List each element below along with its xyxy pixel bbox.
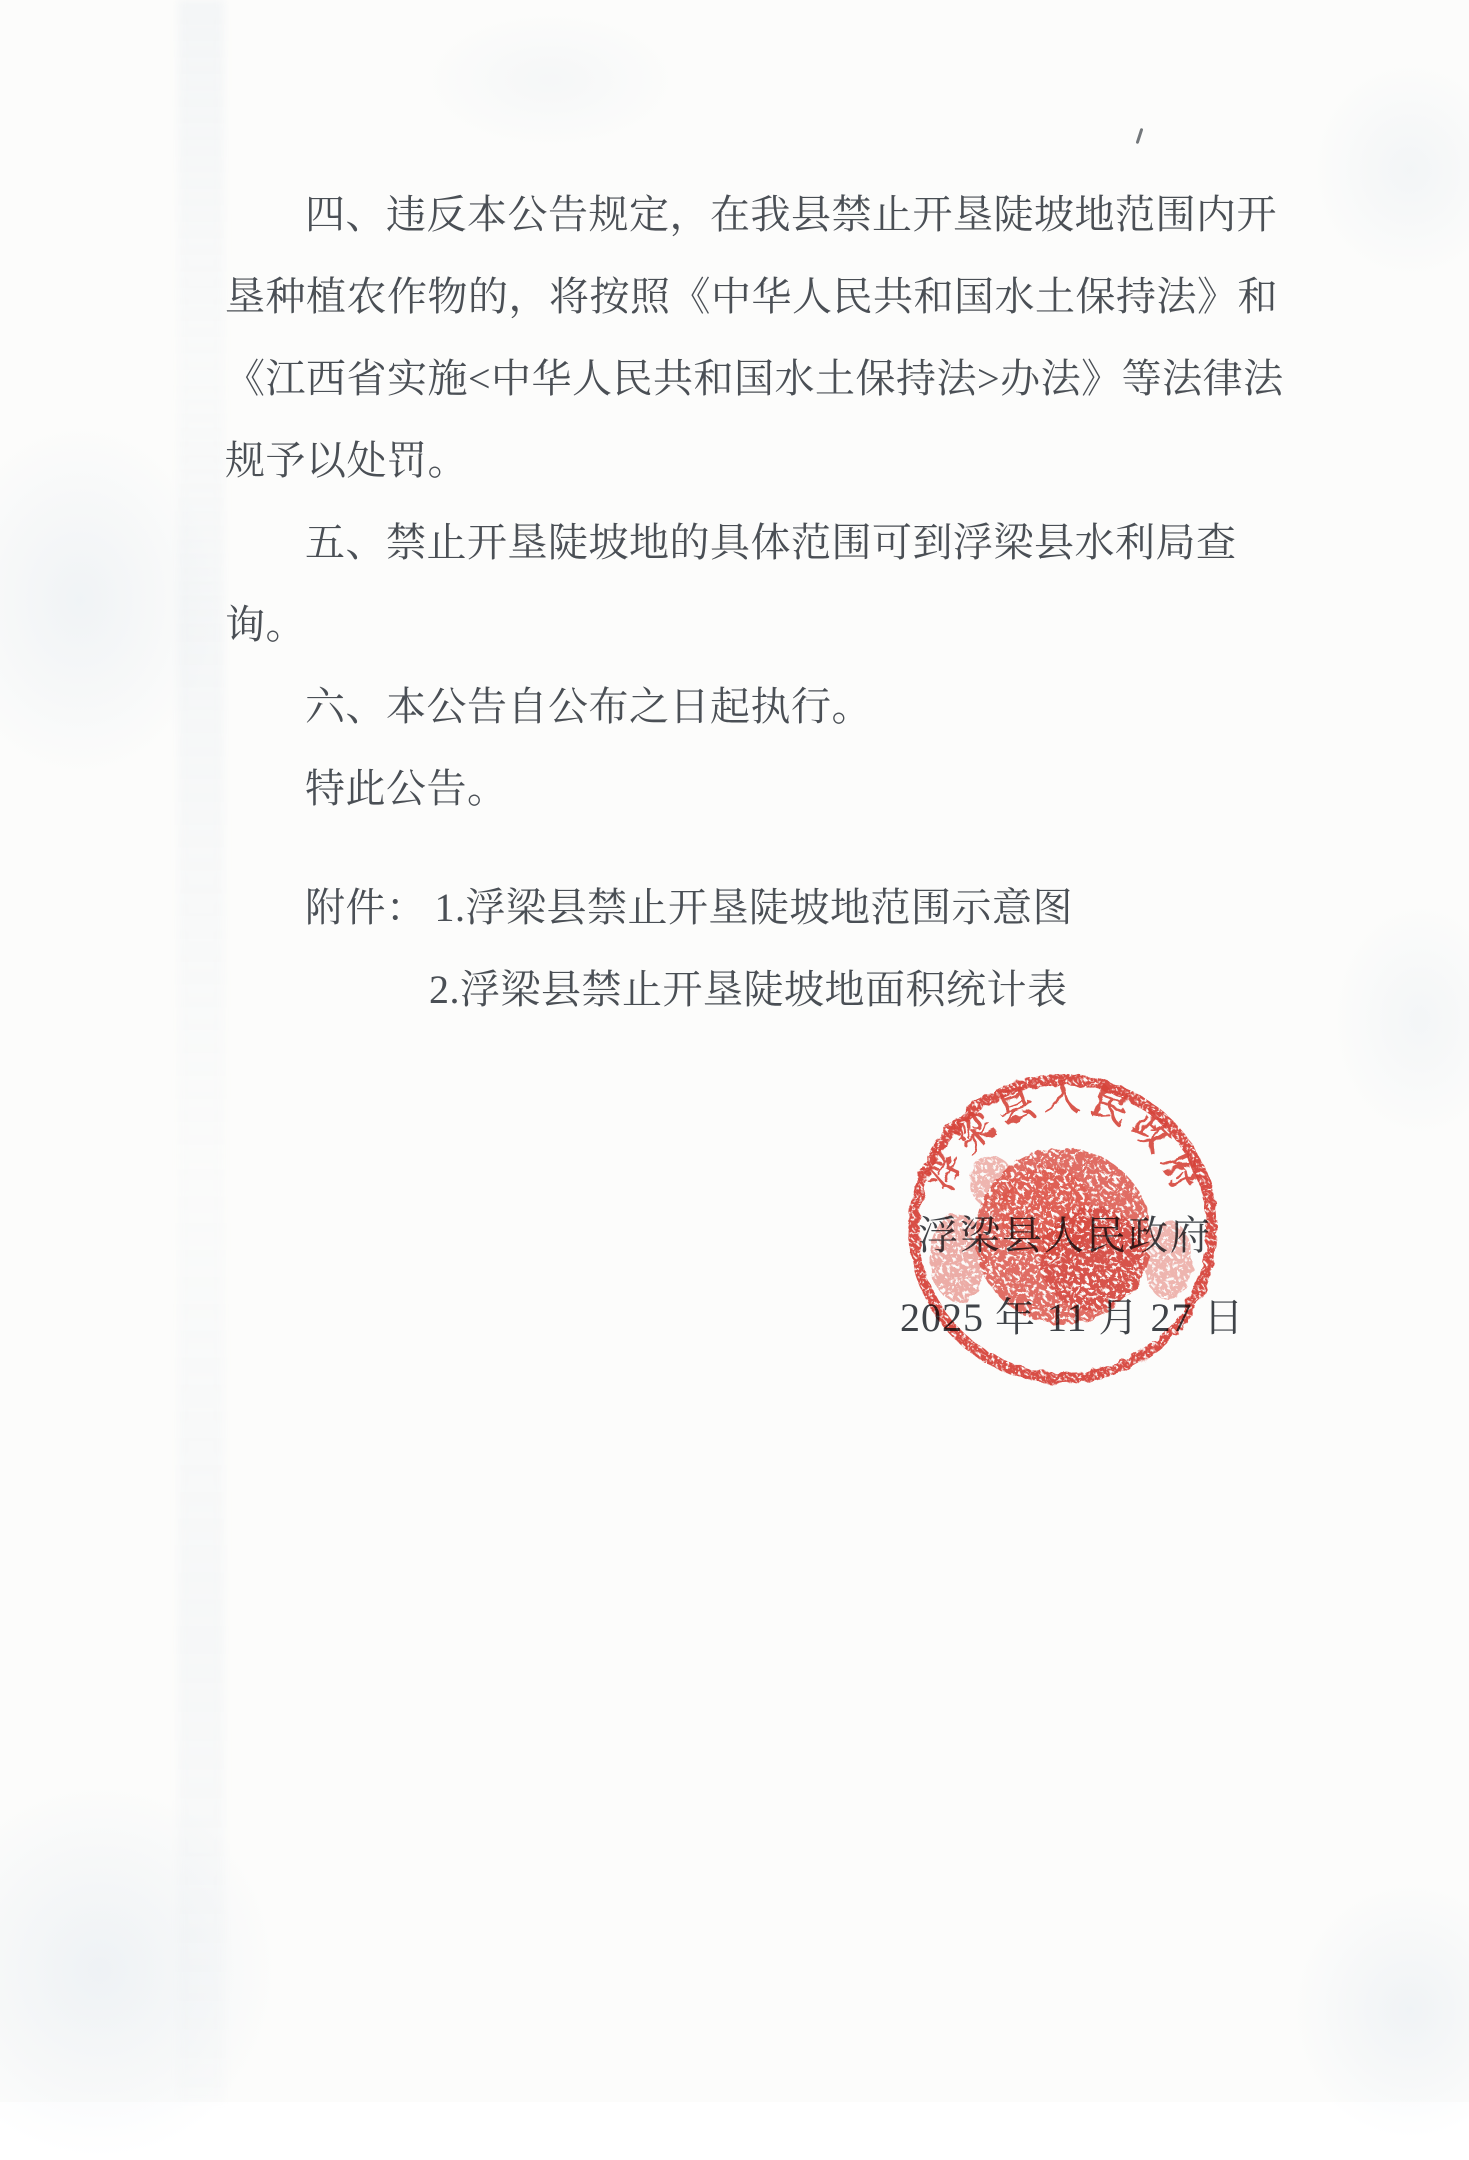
attachment-label: 附件： bbox=[305, 885, 427, 930]
scan-fold-streak bbox=[178, 0, 224, 2102]
scan-smudge bbox=[1310, 60, 1469, 280]
issue-date: 2025 年 11 月 27 日 bbox=[900, 1295, 1245, 1340]
body-line-1: 四、违反本公告规定，在我县禁止开垦陡坡地范围内开 bbox=[305, 192, 1277, 237]
issuer-signature: 浮梁县人民政府 bbox=[918, 1213, 1212, 1258]
body-line-5: 五、禁止开垦陡坡地的具体范围可到浮梁县水利局查 bbox=[305, 520, 1237, 565]
scan-smudge bbox=[0, 1780, 280, 2160]
attachment-item-1: 1.浮梁县禁止开垦陡坡地范围示意图 bbox=[434, 885, 1073, 930]
seal-arc-text: 浮梁县人民政府 bbox=[919, 1077, 1209, 1204]
body-line-3: 《江西省实施<中华人民共和国水土保持法>办法》等法律法 bbox=[225, 356, 1284, 401]
body-line-6: 询。 bbox=[225, 602, 306, 647]
attachment-item-2: 2.浮梁县禁止开垦陡坡地面积统计表 bbox=[429, 967, 1068, 1012]
body-line-7: 六、本公告自公布之日起执行。 bbox=[305, 684, 872, 729]
body-line-4: 规予以处罚。 bbox=[225, 438, 468, 483]
announcement-body bbox=[225, 174, 1284, 830]
body-line-2: 垦种植农作物的，将按照《中华人民共和国水土保持法》和 bbox=[225, 274, 1278, 319]
body-line-8: 特此公告。 bbox=[305, 766, 508, 811]
attachment-row-2 bbox=[305, 949, 1073, 1031]
attachment-section bbox=[305, 867, 1073, 1031]
scan-smudge bbox=[420, 10, 680, 150]
scan-smudge bbox=[0, 420, 220, 780]
scan-smudge bbox=[1290, 1880, 1469, 2140]
scan-speck bbox=[1136, 128, 1144, 144]
attachment-row-1 bbox=[305, 867, 1073, 949]
scan-smudge bbox=[1330, 900, 1469, 1140]
